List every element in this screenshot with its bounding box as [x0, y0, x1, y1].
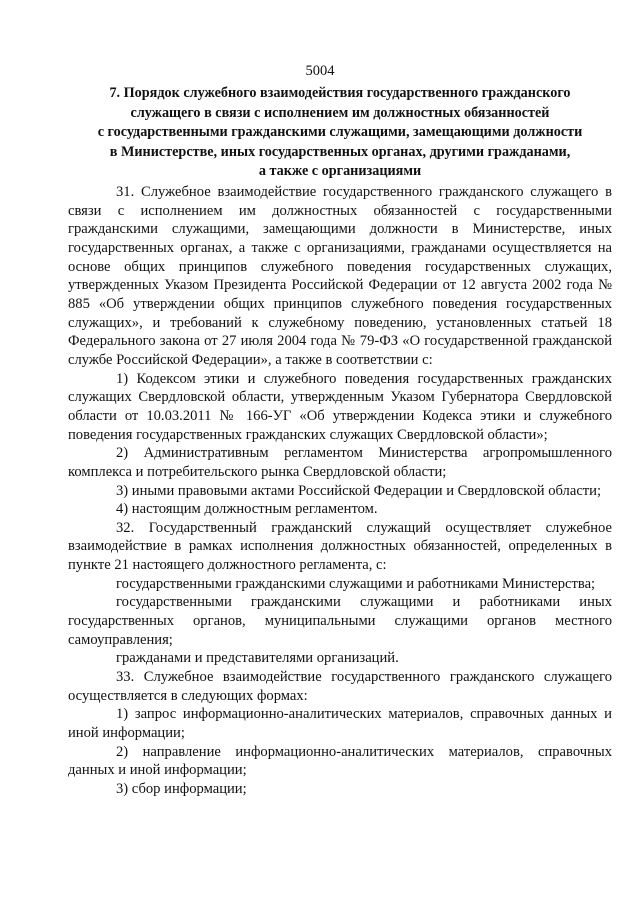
list-item-3: 3) иными правовыми актами Российской Федерации и Свердловской области; [116, 482, 602, 499]
heading-line: служащего в связи с исполнением им должностных обязанностей [130, 104, 550, 121]
heading-line: а также с организациями [258, 163, 422, 179]
list-item-4: 4) настоящим должностным регламентом. [116, 501, 378, 518]
interaction-party: гражданами и представителями организаций. [116, 650, 399, 667]
paragraph-32: 32. Государственный гражданский служащий осуществляет служебное взаимодействие в рамках исполнения должностных обязанностей, определенных в пункте 21 настоящего должностного регламента, с: [68, 519, 612, 574]
document-body [68, 183, 612, 799]
form-item-3: 3) сбор информации; [116, 781, 247, 797]
heading-line: в Министерстве, иных государственных органах, другими гражданами, [109, 143, 571, 160]
interaction-party: государственными гражданскими служащими и работниками иных государственных органов, муниципальными служащими органов местного самоуправления; [68, 594, 612, 648]
section-heading [68, 84, 612, 182]
heading-line: с государственными гражданскими служащими, замещающими должности [97, 124, 583, 140]
list-item-2: 2) Административным регламентом Министерства агропромышленного комплекса и потребительского рынка Свердловской области; [68, 445, 612, 480]
interaction-party: государственными гражданскими служащими и работниками Министерства; [116, 575, 596, 592]
paragraph-31: 31. Служебное взаимодействие государственного гражданского служащего в связи с исполнением им должностных обязанностей с государственными гражданскими служащими, замещающими должности в Министерстве, иных государственных органах, а также с организациями, гражданами осуществляется на основе общих принципов служебного поведения государственных служащих, утвержденных Указом Президента Российской Федерации от 12 августа 2002 года № 885 «Об утверждении общих принципов служебного поведения государственных служащих», и требований к служебному поведению, установленных статьей 18 Федерального закона от 27 июля 2004 года № 79-ФЗ «О государственной гражданской службе Российской Федерации», а также в соответствии с: [68, 184, 612, 368]
list-item-1: 1) Кодексом этики и служебного поведения государственных гражданских служащих Свердловской области, утвержденным Указом Губернатора Свердловской области от 10.03.2011 № 166-УГ «Об утверждении Кодекса этики и служебного поведения государственных гражданских служащих Свердловской области»; [68, 370, 612, 443]
form-item-1: 1) запрос информационно-аналитических материалов, справочных данных и иной информации; [68, 706, 612, 742]
form-item-2: 2) направление информационно-аналитических материалов, справочных данных и иной информации; [68, 743, 612, 779]
heading-line: 7. Порядок служебного взаимодействия государственного гражданского [109, 85, 571, 101]
page-number: 5004 [305, 63, 335, 79]
paragraph-33: 33. Служебное взаимодействие государственного гражданского служащего осуществляется в следующих формах: [68, 669, 612, 704]
